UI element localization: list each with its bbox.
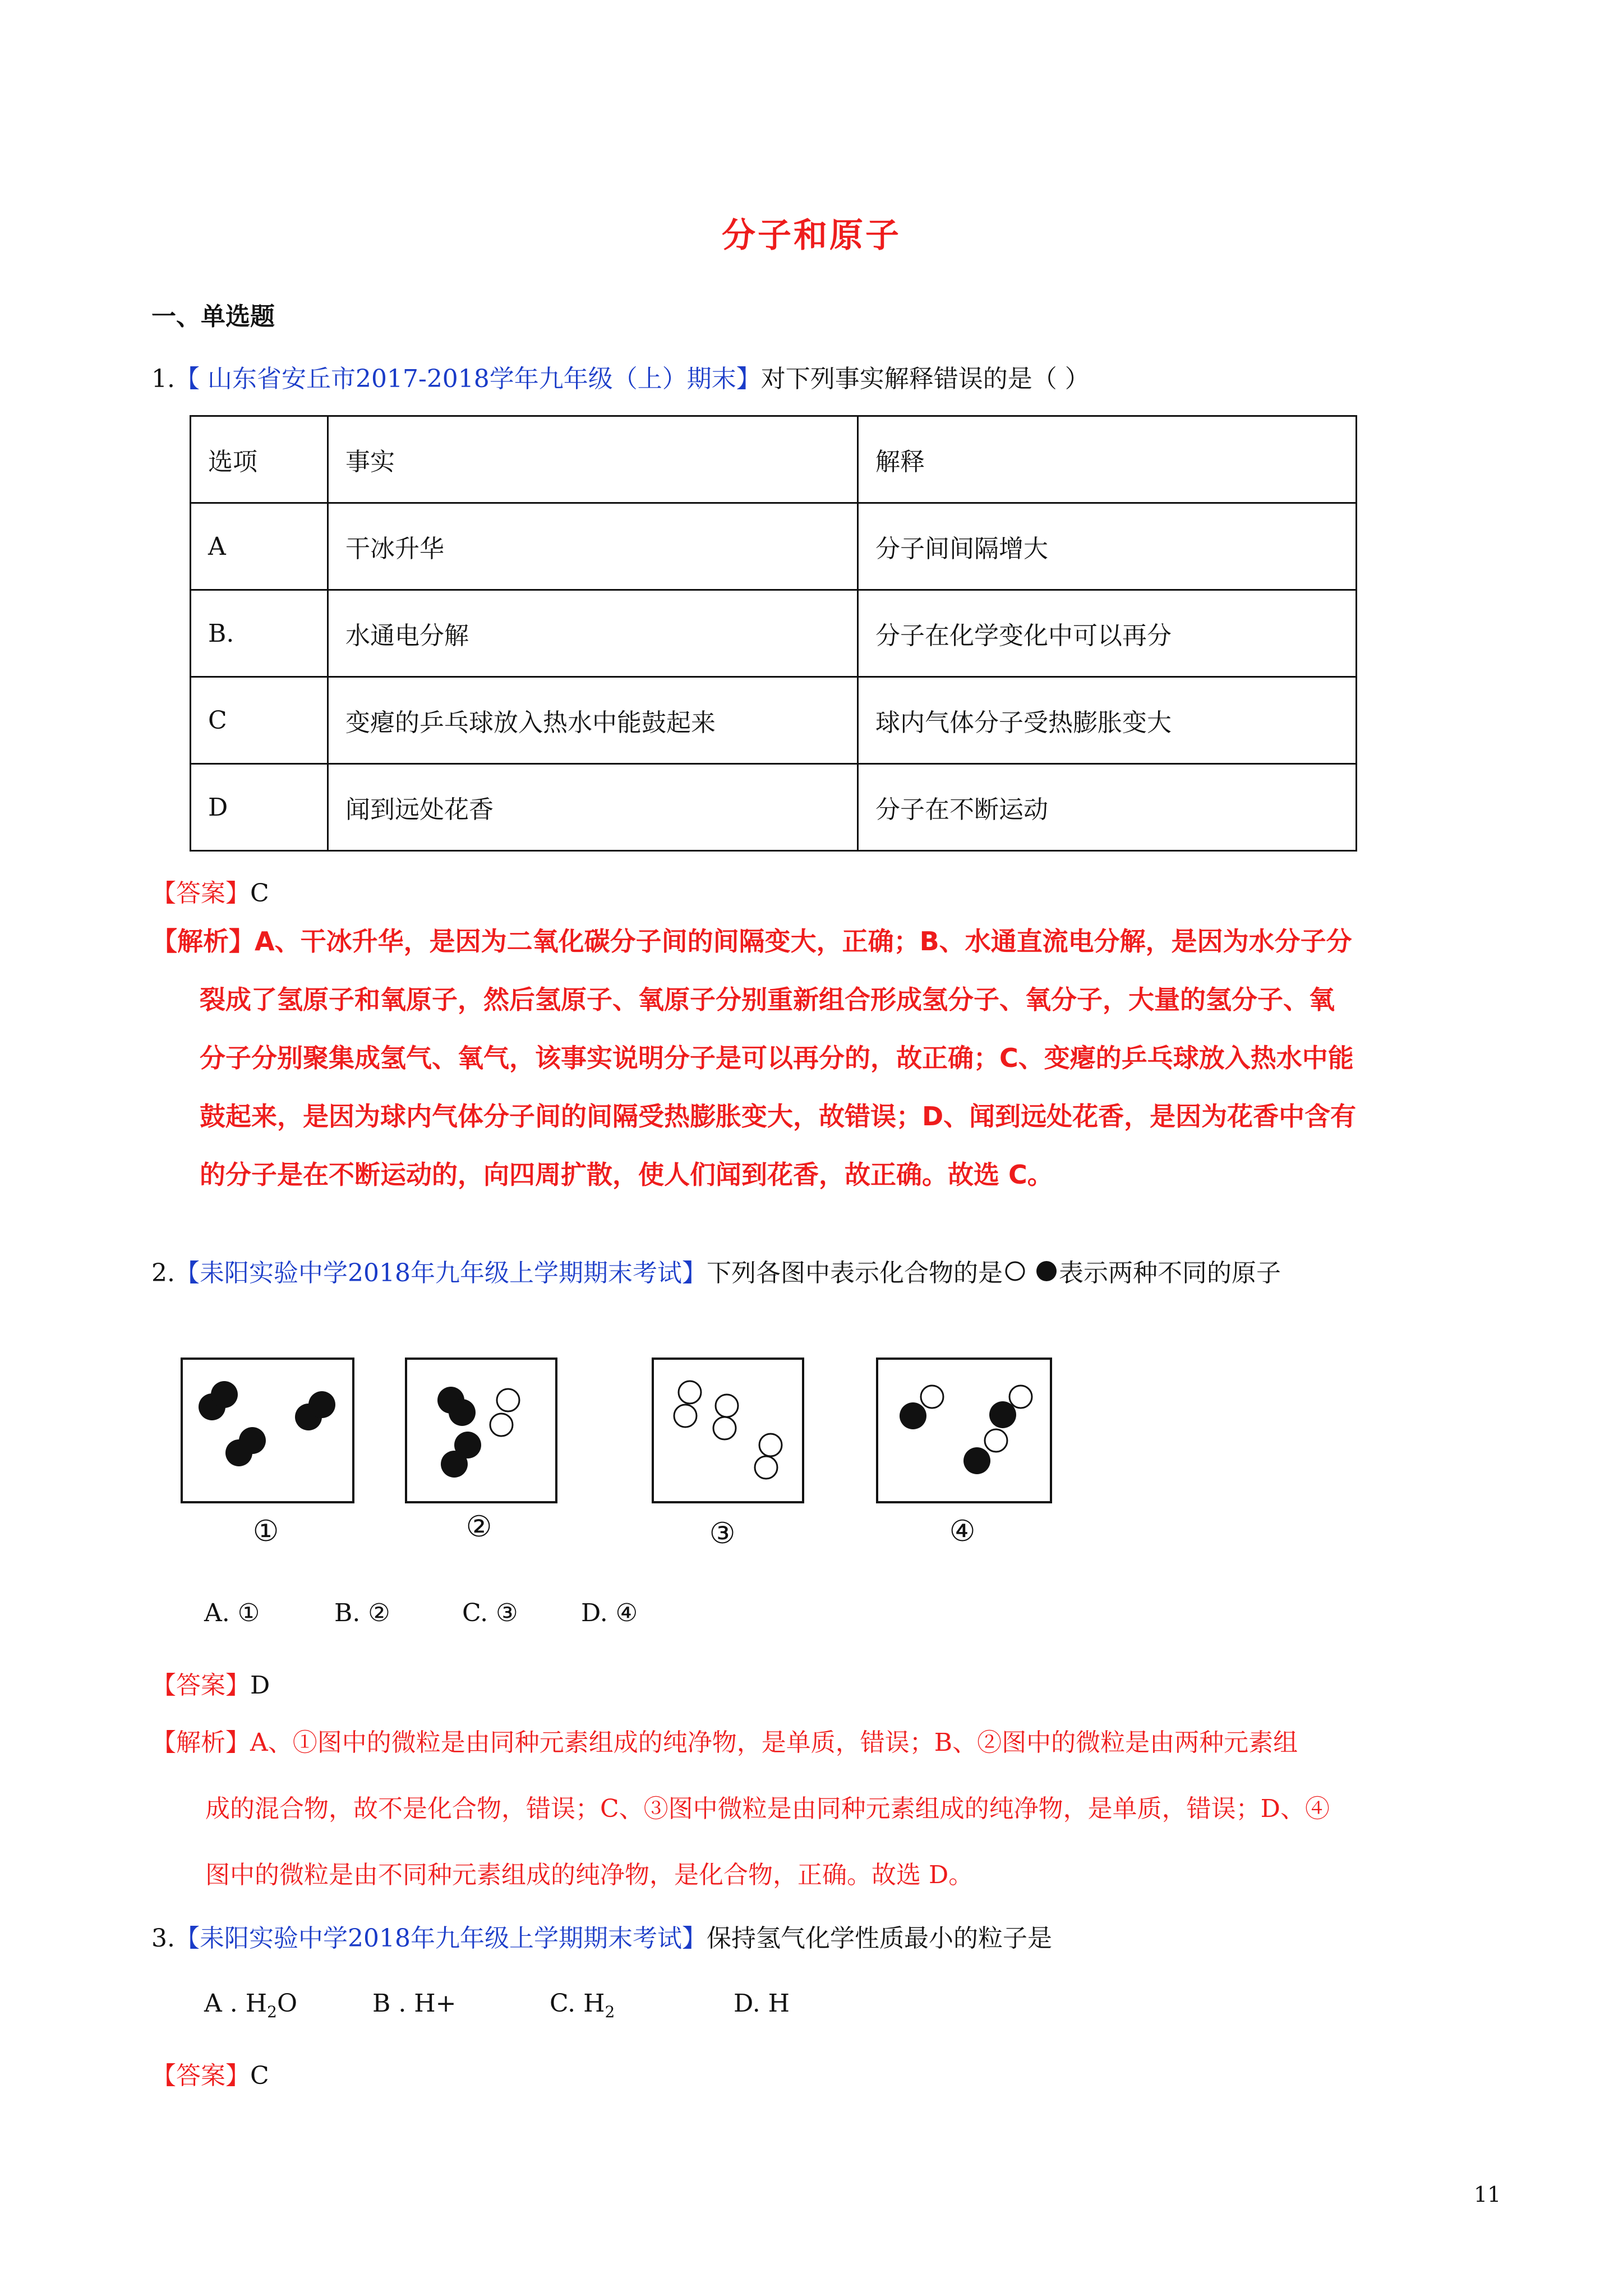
molecule-diagram-1-svg: [183, 1360, 352, 1501]
question-2: [151, 1257, 1281, 1290]
answer-1: [151, 873, 269, 909]
table-row: [191, 677, 1357, 764]
atom-legend-icon: [1003, 1260, 1059, 1285]
figure-label-4: ④: [949, 1515, 976, 1548]
figure-label-1: ①: [252, 1515, 279, 1548]
question-stem: 对下列事实解释错误的是（ ）: [760, 365, 1090, 393]
explanation-line: 的分子是在不断运动的，向四周扩散，使人们闻到花香，故正确。故选 C。: [200, 1159, 1053, 1190]
option-d: D. ④: [581, 1599, 638, 1627]
answer-label: 【答案】: [151, 879, 250, 908]
option-a: A . $H_2O$: [204, 1989, 298, 2021]
figure-label-2: ②: [465, 1510, 492, 1544]
table-row: [191, 590, 1357, 677]
option-d: D. H: [734, 1989, 790, 2018]
explanation-2: [151, 1710, 1497, 1908]
answer-value: D: [250, 1671, 270, 1700]
table-row: [191, 503, 1357, 590]
question-stem-tail: 表示两种不同的原子: [1058, 1259, 1281, 1287]
table-cell: 闻到远处花香: [328, 764, 858, 851]
answer-value: C: [250, 2062, 269, 2090]
molecule-diagram-4: [876, 1358, 1052, 1503]
page-number: 11: [1474, 2182, 1501, 2207]
molecule-diagram-4-svg: [878, 1360, 1050, 1501]
explanation-line: 鼓起来，是因为球内气体分子间的间隔受热膨胀变大，故错误；D、闻到远处花香，是因为花香中含有: [200, 1101, 1357, 1131]
explanation-line: 分子分别聚集成氢气、氧气，该事实说明分子是可以再分的，故正确；C、变瘪的乒乓球放入热水中能: [200, 1043, 1354, 1073]
facts-table: [190, 415, 1357, 852]
answer-2: [151, 1665, 270, 1701]
explanation-1: [151, 912, 1497, 1204]
table-header-row: [191, 416, 1357, 503]
explanation-line: 图中的微粒是由不同种元素组成的纯净物，是化合物，正确。故选 D。: [205, 1861, 974, 1889]
question-number: 2.: [151, 1259, 175, 1287]
table-cell: 分子间间隔增大: [858, 503, 1357, 590]
molecule-diagram-2: [405, 1358, 557, 1503]
table-header-cell: 解释: [858, 416, 1357, 503]
option-b: B . H+: [372, 1989, 457, 2018]
table-row: [191, 764, 1357, 851]
question-number: 1.: [151, 365, 175, 393]
molecule-diagram-3-svg: [654, 1360, 802, 1501]
figure-label-3: ③: [709, 1517, 736, 1550]
option-c: C. ③: [462, 1599, 518, 1627]
explanation-label: 【解析】: [151, 1728, 250, 1757]
option-c: C. $H_2$: [550, 1989, 615, 2021]
question-source: 【耒阳实验中学2018年九年级上学期期末考试】: [174, 1924, 707, 1953]
explanation-line: A、干冰升华，是因为二氧化碳分子间的间隔变大，正确；B、水通直流电分解，是因为水分子分: [255, 926, 1352, 956]
molecule-diagram-1: [181, 1358, 354, 1503]
table-cell: 分子在不断运动: [858, 764, 1357, 851]
molecule-diagram-3: [652, 1358, 804, 1503]
page-title: 分子和原子: [722, 216, 901, 255]
question-source: 【 山东省安丘市2017-2018学年九年级（上）期末】: [174, 365, 761, 393]
question-number: 3.: [151, 1924, 175, 1953]
table-cell: D: [191, 764, 328, 851]
molecule-diagram-2-svg: [407, 1360, 555, 1501]
question-1: [151, 362, 1090, 396]
explanation-line: 成的混合物，故不是化合物，错误；C、③图中微粒是由同种元素组成的纯净物，是单质，错误；D、④: [205, 1795, 1330, 1823]
answer-label: 【答案】: [151, 1671, 250, 1700]
option-a: A. ①: [204, 1599, 260, 1627]
table-cell: B.: [191, 590, 328, 677]
question-stem: 下列各图中表示化合物的是: [706, 1259, 1003, 1287]
table-header-cell: 选项: [191, 416, 328, 503]
answer-value: C: [250, 879, 269, 908]
answer-3: [151, 2055, 269, 2091]
question-stem: 保持氢气化学性质最小的粒子是: [706, 1924, 1052, 1953]
table-cell: 球内气体分子受热膨胀变大: [858, 677, 1357, 764]
table-cell: 水通电分解: [328, 590, 858, 677]
option-b: B. ②: [334, 1599, 390, 1627]
table-cell: 变瘪的乒乓球放入热水中能鼓起来: [328, 677, 858, 764]
table-header-cell: 事实: [328, 416, 858, 503]
answer-label: 【答案】: [151, 2062, 250, 2090]
section-heading: 一、单选题: [151, 302, 275, 331]
question-3: [151, 1922, 1052, 1955]
explanation-line: A、①图中的微粒是由同种元素组成的纯净物，是单质，错误；B、②图中的微粒是由两种元素组: [250, 1728, 1298, 1757]
question-source: 【耒阳实验中学2018年九年级上学期期末考试】: [174, 1259, 707, 1287]
options-3: [204, 1989, 790, 2021]
table-cell: A: [191, 503, 328, 590]
table-cell: 干冰升华: [328, 503, 858, 590]
table-cell: 分子在化学变化中可以再分: [858, 590, 1357, 677]
explanation-line: 裂成了氢原子和氧原子，然后氢原子、氧原子分别重新组合形成氢分子、氧分子，大量的氢分子、氧: [200, 984, 1335, 1015]
explanation-label: 【解析】: [151, 926, 255, 956]
options-2: [204, 1599, 638, 1627]
table-cell: C: [191, 677, 328, 764]
